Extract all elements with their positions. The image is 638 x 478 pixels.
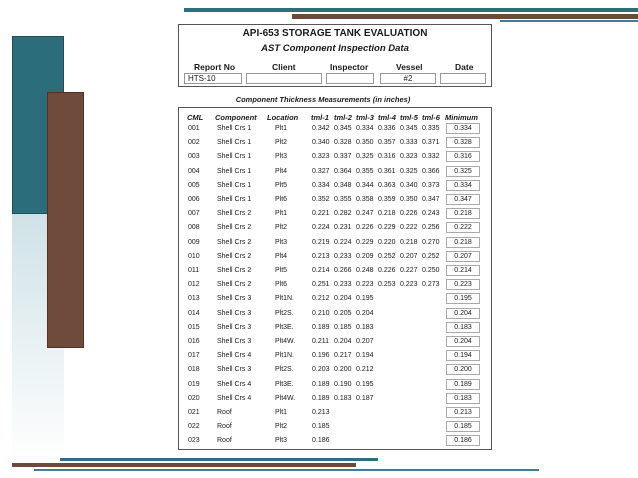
minimum-cell[interactable]: 0.222	[446, 222, 480, 233]
tml2-cell: 0.185	[334, 323, 352, 331]
minimum-cell[interactable]: 0.334	[446, 123, 480, 134]
location-cell: Plt4	[275, 252, 288, 260]
tml5-cell: 0.340	[400, 181, 418, 189]
minimum-cell[interactable]: 0.185	[446, 421, 480, 432]
tml1-cell: 0.189	[312, 323, 330, 331]
tml2-cell: 0.204	[334, 338, 352, 345]
direction-cell: S.	[287, 366, 294, 374]
tml3-cell: 0.187	[356, 394, 374, 402]
tml5-cell: 0.207	[400, 252, 418, 260]
tml5-cell: 0.226	[400, 210, 418, 218]
tml2-cell: 0.355	[334, 196, 352, 203]
table-row	[178, 207, 492, 221]
location-cell: Plt5	[275, 181, 288, 189]
location-cell: Plt1	[275, 409, 288, 416]
location-cell: Plt2	[275, 423, 288, 431]
tml5-cell: 0.222	[400, 224, 418, 232]
component-cell: Shell Crs 1	[217, 153, 252, 161]
tml3-cell: 0.350	[356, 139, 374, 147]
vessel-label: Vessel	[396, 62, 423, 72]
top-brown-bar	[292, 14, 638, 19]
tml1-cell: 0.189	[312, 394, 330, 402]
date-field[interactable]	[440, 73, 486, 84]
table-row	[178, 278, 492, 292]
minimum-cell[interactable]: 0.347	[446, 194, 480, 205]
tml3-cell: 0.344	[356, 181, 374, 189]
location-cell: Plt3	[275, 323, 288, 331]
tml6-cell: 0.373	[422, 181, 440, 189]
cml-cell: 018	[188, 366, 200, 374]
cml-cell: 023	[188, 437, 200, 445]
tml2-cell: 0.224	[334, 238, 352, 246]
cml-cell: 010	[188, 252, 200, 260]
component-cell: Shell Crs 4	[217, 352, 252, 360]
tml3-cell: 0.183	[356, 323, 374, 331]
location-cell: Plt2	[275, 224, 288, 232]
tml2-cell: 0.183	[334, 394, 352, 402]
tml1-cell: 0.323	[312, 153, 330, 161]
col-header-cml: CML	[187, 113, 204, 122]
cml-cell: 022	[188, 423, 200, 431]
location-cell: Plt2	[275, 309, 288, 317]
component-cell: Shell Crs 1	[217, 196, 252, 203]
component-cell: Roof	[217, 423, 232, 431]
tml4-cell: 0.252	[378, 252, 396, 260]
tml1-cell: 0.210	[312, 309, 330, 317]
cml-cell: 013	[188, 295, 200, 303]
tml6-cell: 0.243	[422, 210, 440, 218]
table-row	[178, 378, 492, 392]
component-cell: Shell Crs 3	[217, 309, 252, 317]
bottom-brown-bar	[12, 463, 356, 467]
tml3-cell: 0.223	[356, 281, 374, 289]
minimum-cell[interactable]: 0.186	[446, 435, 480, 446]
table-row	[178, 264, 492, 278]
table-row	[178, 221, 492, 235]
cml-cell: 014	[188, 309, 200, 317]
tml4-cell: 0.357	[378, 139, 396, 147]
cml-cell: 007	[188, 210, 200, 218]
minimum-cell[interactable]: 0.194	[446, 350, 480, 361]
cml-cell: 004	[188, 167, 200, 175]
tml5-cell: 0.323	[400, 153, 418, 161]
component-cell: Shell Crs 2	[217, 210, 252, 218]
tml5-cell: 0.227	[400, 267, 418, 274]
component-cell: Shell Crs 2	[217, 281, 252, 289]
tml1-cell: 0.340	[312, 139, 330, 147]
left-brown-block	[47, 92, 84, 348]
tml4-cell: 0.220	[378, 238, 396, 246]
col-header-minimum: Minimum	[445, 113, 478, 122]
location-cell: Plt1	[275, 210, 288, 218]
component-cell: Shell Crs 2	[217, 252, 252, 260]
cml-cell: 015	[188, 323, 200, 331]
location-cell: Plt6	[275, 281, 288, 289]
cml-cell: 021	[188, 409, 200, 416]
tml6-cell: 0.252	[422, 252, 440, 260]
table-row	[178, 179, 492, 193]
tml4-cell: 0.229	[378, 224, 396, 232]
tml3-cell: 0.229	[356, 238, 374, 246]
table-row	[178, 292, 492, 306]
minimum-cell[interactable]: 0.200	[446, 364, 480, 375]
cml-cell: 009	[188, 238, 200, 246]
report-no-label: Report No	[194, 62, 236, 72]
component-cell: Shell Crs 1	[217, 125, 252, 132]
tml6-cell: 0.371	[422, 139, 440, 147]
tml1-cell: 0.213	[312, 409, 330, 416]
minimum-cell[interactable]: 0.213	[446, 407, 480, 418]
table-row	[178, 406, 492, 420]
tml3-cell: 0.195	[356, 295, 374, 303]
tml1-cell: 0.334	[312, 181, 330, 189]
tml6-cell: 0.366	[422, 167, 440, 175]
cml-cell: 017	[188, 352, 200, 360]
tml4-cell: 0.359	[378, 196, 396, 203]
table-row	[178, 349, 492, 363]
minimum-cell[interactable]: 0.223	[446, 279, 480, 290]
inspector-label: Inspector	[330, 62, 369, 72]
component-cell: Shell Crs 3	[217, 366, 252, 374]
cml-cell: 006	[188, 196, 200, 203]
tml2-cell: 0.231	[334, 224, 352, 232]
tml4-cell: 0.316	[378, 153, 396, 161]
tml2-cell: 0.205	[334, 309, 352, 317]
component-cell: Shell Crs 1	[217, 167, 252, 175]
tml4-cell: 0.361	[378, 167, 396, 175]
tml5-cell: 0.333	[400, 139, 418, 147]
table-row	[178, 420, 492, 434]
location-cell: Plt4	[275, 394, 288, 402]
location-cell: Plt2	[275, 139, 288, 147]
tml2-cell: 0.233	[334, 252, 352, 260]
tml1-cell: 0.185	[312, 423, 330, 431]
report-title: API-653 STORAGE TANK EVALUATION	[242, 28, 428, 39]
cml-cell: 002	[188, 139, 200, 147]
tml5-cell: 0.350	[400, 196, 418, 203]
tml1-cell: 0.219	[312, 238, 330, 246]
inspector-field[interactable]	[326, 73, 374, 84]
minimum-cell[interactable]: 0.204	[446, 336, 480, 347]
table-row	[178, 434, 492, 448]
component-cell: Shell Crs 2	[217, 267, 252, 274]
location-cell: Plt6	[275, 196, 288, 203]
client-label: Client	[272, 62, 296, 72]
cml-cell: 001	[188, 125, 200, 132]
location-cell: Plt2	[275, 366, 288, 374]
table-row	[178, 363, 492, 377]
tml3-cell: 0.204	[356, 309, 374, 317]
tml1-cell: 0.213	[312, 252, 330, 260]
direction-cell: N.	[287, 295, 294, 303]
col-header-tml6: tml-6	[422, 113, 440, 122]
col-header-tml1: tml-1	[311, 113, 329, 122]
component-cell: Shell Crs 4	[217, 380, 252, 388]
component-cell: Roof	[217, 437, 232, 445]
direction-cell: S.	[287, 309, 294, 317]
tml2-cell: 0.200	[334, 366, 352, 374]
tml3-cell: 0.212	[356, 366, 374, 374]
bottom-thin-teal-bar	[34, 469, 539, 471]
tml1-cell: 0.203	[312, 366, 330, 374]
location-cell: Plt4	[275, 167, 288, 175]
tml1-cell: 0.224	[312, 224, 330, 232]
tml6-cell: 0.335	[422, 125, 440, 132]
location-cell: Plt3	[275, 238, 288, 246]
report-subtitle: AST Component Inspection Data	[261, 43, 409, 54]
cml-cell: 005	[188, 181, 200, 189]
tml5-cell: 0.223	[400, 281, 418, 289]
bottom-teal-bar	[60, 458, 378, 461]
tml3-cell: 0.226	[356, 224, 374, 232]
tml3-cell: 0.358	[356, 196, 374, 203]
cml-cell: 008	[188, 224, 200, 232]
col-header-component: Component	[215, 113, 257, 122]
location-cell: Plt5	[275, 267, 288, 274]
minimum-cell[interactable]: 0.207	[446, 251, 480, 262]
minimum-cell[interactable]: 0.204	[446, 308, 480, 319]
table-row	[178, 392, 492, 406]
tml2-cell: 0.204	[334, 295, 352, 303]
table-row	[178, 307, 492, 321]
tml4-cell: 0.336	[378, 125, 396, 132]
minimum-cell[interactable]: 0.183	[446, 322, 480, 333]
component-cell: Shell Crs 2	[217, 238, 252, 246]
tml3-cell: 0.325	[356, 153, 374, 161]
tml6-cell: 0.332	[422, 153, 440, 161]
tml4-cell: 0.226	[378, 267, 396, 274]
table-row	[178, 236, 492, 250]
cml-cell: 003	[188, 153, 200, 161]
tml2-cell: 0.364	[334, 167, 352, 175]
direction-cell: N.	[287, 352, 294, 360]
col-header-tml5: tml-5	[400, 113, 418, 122]
minimum-cell[interactable]: 0.183	[446, 393, 480, 404]
tml6-cell: 0.270	[422, 238, 440, 246]
tml6-cell: 0.347	[422, 196, 440, 203]
table-row	[178, 321, 492, 335]
minimum-cell[interactable]: 0.325	[446, 166, 480, 177]
minimum-cell[interactable]: 0.214	[446, 265, 480, 276]
tml1-cell: 0.186	[312, 437, 330, 445]
vessel-field[interactable]: #2	[380, 73, 436, 84]
table-row	[178, 193, 492, 207]
tml3-cell: 0.355	[356, 167, 374, 175]
tml1-cell: 0.251	[312, 281, 330, 289]
tml3-cell: 0.195	[356, 380, 374, 388]
tml3-cell: 0.248	[356, 267, 374, 274]
location-cell: Plt3	[275, 380, 288, 388]
cml-cell: 016	[188, 338, 200, 345]
table-row	[178, 335, 492, 349]
col-header-tml3: tml-3	[356, 113, 374, 122]
direction-cell: E.	[287, 323, 294, 331]
tml4-cell: 0.363	[378, 181, 396, 189]
table-row	[178, 250, 492, 264]
table-row	[178, 150, 492, 164]
location-cell: Plt1	[275, 125, 288, 132]
tml4-cell: 0.253	[378, 281, 396, 289]
location-cell: Plt1	[275, 295, 288, 303]
tml2-cell: 0.328	[334, 139, 352, 147]
table-row	[178, 136, 492, 150]
direction-cell: W.	[287, 338, 296, 345]
tml1-cell: 0.196	[312, 352, 330, 360]
cml-cell: 011	[188, 267, 200, 274]
component-cell: Shell Crs 1	[217, 181, 252, 189]
col-header-location: Location	[267, 113, 299, 122]
tml1-cell: 0.327	[312, 167, 330, 175]
tml5-cell: 0.345	[400, 125, 418, 132]
tml6-cell: 0.250	[422, 267, 440, 274]
tml4-cell: 0.218	[378, 210, 396, 218]
tml1-cell: 0.189	[312, 380, 330, 388]
tml6-cell: 0.273	[422, 281, 440, 289]
component-cell: Shell Crs 4	[217, 394, 252, 402]
tml2-cell: 0.217	[334, 352, 352, 360]
tml1-cell: 0.342	[312, 125, 330, 132]
minimum-cell[interactable]: 0.316	[446, 151, 480, 162]
tml2-cell: 0.348	[334, 181, 352, 189]
tml3-cell: 0.334	[356, 125, 374, 132]
component-cell: Shell Crs 3	[217, 338, 252, 345]
component-cell: Roof	[217, 409, 232, 416]
cml-cell: 012	[188, 281, 200, 289]
section-title: Component Thickness Measurements (in inches)	[235, 95, 411, 104]
cml-cell: 019	[188, 380, 200, 388]
table-row	[178, 122, 492, 136]
minimum-cell[interactable]: 0.218	[446, 237, 480, 248]
col-header-tml2: tml-2	[334, 113, 352, 122]
tml2-cell: 0.233	[334, 281, 352, 289]
tml3-cell: 0.247	[356, 210, 374, 218]
tml2-cell: 0.345	[334, 125, 352, 132]
cml-cell: 020	[188, 394, 200, 402]
tml5-cell: 0.325	[400, 167, 418, 175]
minimum-cell[interactable]: 0.218	[446, 208, 480, 219]
tml3-cell: 0.207	[356, 338, 374, 345]
tml5-cell: 0.218	[400, 238, 418, 246]
location-cell: Plt4	[275, 338, 288, 345]
col-header-tml4: tml-4	[378, 113, 396, 122]
component-cell: Shell Crs 3	[217, 323, 252, 331]
top-thin-teal-bar	[500, 20, 638, 22]
direction-cell: W.	[287, 394, 296, 402]
location-cell: Plt1	[275, 352, 288, 360]
top-teal-bar	[184, 8, 638, 12]
tml1-cell: 0.352	[312, 196, 330, 203]
direction-cell: E.	[287, 380, 294, 388]
component-cell: Shell Crs 3	[217, 295, 252, 303]
tml2-cell: 0.266	[334, 267, 352, 274]
tml6-cell: 0.256	[422, 224, 440, 232]
tml3-cell: 0.194	[356, 352, 374, 360]
tml1-cell: 0.221	[312, 210, 330, 218]
location-cell: Plt3	[275, 153, 288, 161]
component-cell: Shell Crs 2	[217, 224, 252, 232]
tml1-cell: 0.211	[312, 338, 329, 345]
date-label: Date	[455, 62, 474, 72]
minimum-cell[interactable]: 0.334	[446, 180, 480, 191]
tml2-cell: 0.282	[334, 210, 352, 218]
minimum-cell[interactable]: 0.195	[446, 293, 480, 304]
tml1-cell: 0.212	[312, 295, 330, 303]
tml3-cell: 0.209	[356, 252, 374, 260]
component-cell: Shell Crs 1	[217, 139, 252, 147]
location-cell: Plt3	[275, 437, 288, 445]
tml2-cell: 0.190	[334, 380, 352, 388]
tml2-cell: 0.337	[334, 153, 352, 161]
tml1-cell: 0.214	[312, 267, 330, 274]
minimum-cell[interactable]: 0.328	[446, 137, 480, 148]
report-no-field[interactable]: HTS-10	[184, 73, 242, 84]
client-field[interactable]	[246, 73, 322, 84]
minimum-cell[interactable]: 0.189	[446, 379, 480, 390]
table-row	[178, 165, 492, 179]
